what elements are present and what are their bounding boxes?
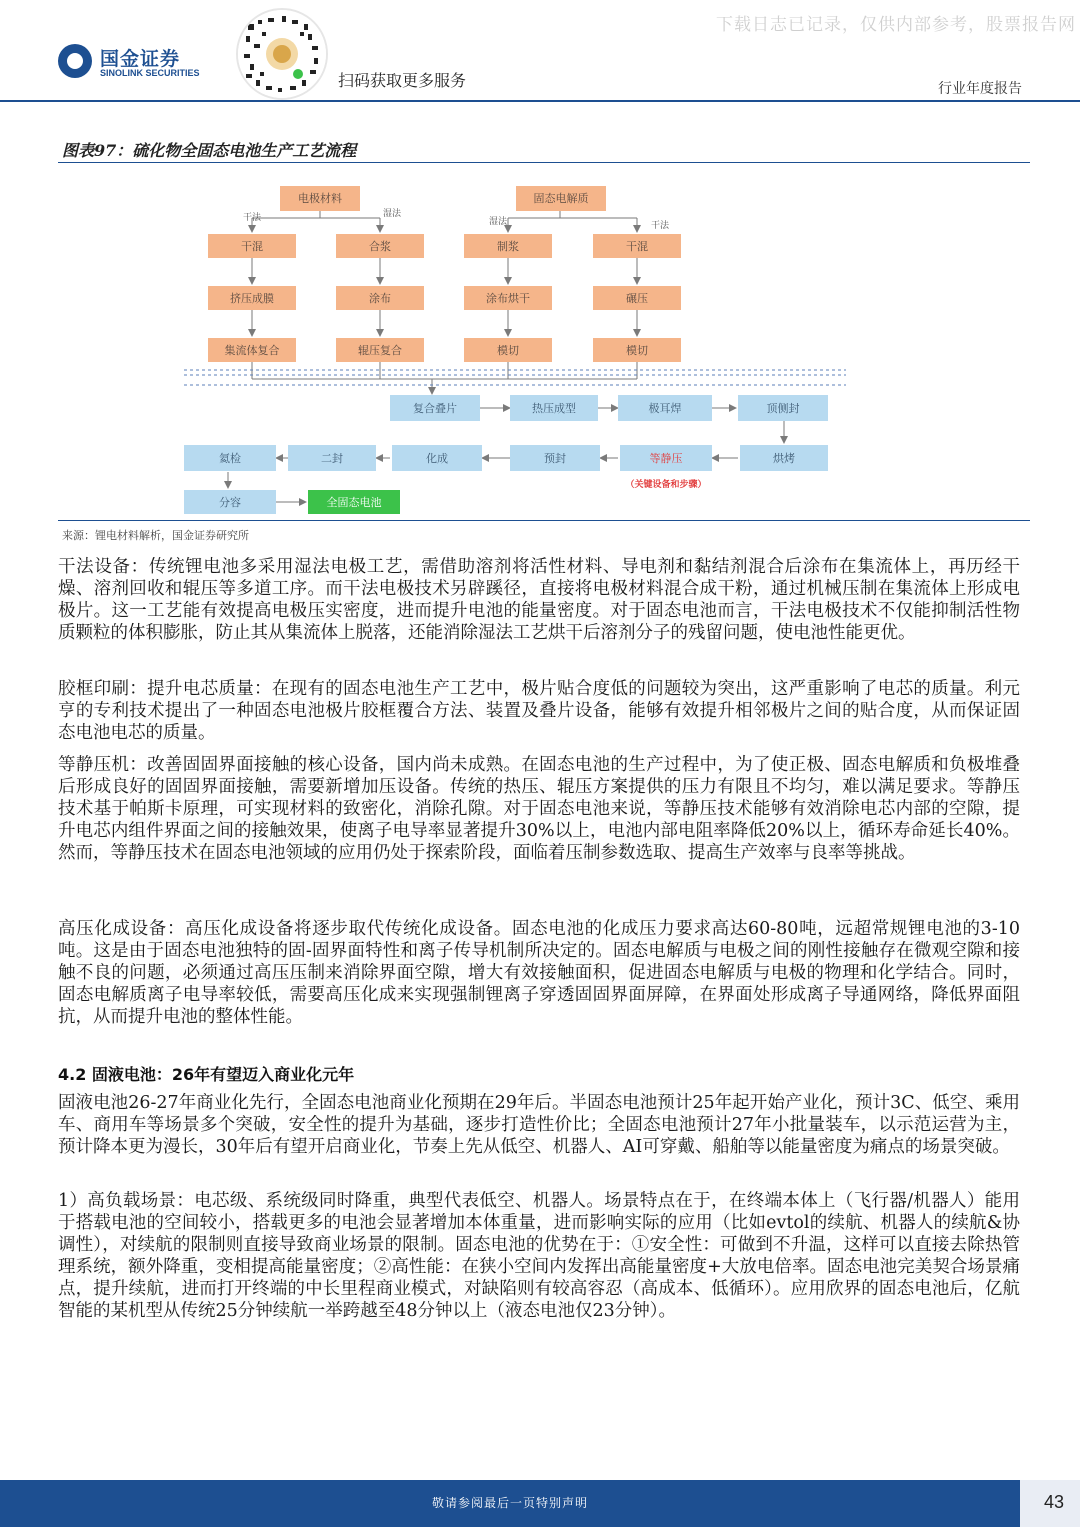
- process-flow-diagram: [170, 176, 860, 516]
- page-footer: [0, 1480, 1080, 1527]
- logo-chinese-name: 国金证券: [100, 48, 181, 70]
- diagram-label-wet-electrode: 湿法: [382, 209, 402, 219]
- paragraph-semi-solid-commercialization: 固液电池26-27年商业化先行，全固态电池商业化预期在29年后。半固态电池预计25年起开始产业化，预计3C、低空、乘用车、商用车等场景多个突破，安全性的提升为基础，逐步打造性价比；全固态电池预计27年小批量装车，以示范运营为主，预计降本更为漫长，30年后有望开启商业化，节奏上先从低空、机器人、AI可穿戴、船舶等以能量密度为痛点的场景突破。: [58, 1093, 1020, 1157]
- text-s-slurry: 制浆: [497, 240, 519, 253]
- text-s-coating-drying: 涂布烘干: [486, 292, 530, 305]
- figure-source: 来源：锂电材料解析，国金证券研究所: [62, 529, 249, 542]
- text-isostatic-press: 等静压: [649, 452, 683, 465]
- section-heading-4-2: 4.2 固液电池：26年有望迈入商业化元年: [58, 1065, 355, 1084]
- logo-english-name: SINOLINK SECURITIES: [100, 68, 200, 78]
- text-baking: 烘烤: [773, 452, 795, 465]
- diagram-label-dry-electrode: 干法: [242, 213, 262, 223]
- figure-top-divider: [58, 162, 1030, 163]
- text-solid-electrolyte: 固态电解质: [533, 192, 589, 205]
- text-s-dry-mix: 干混: [626, 240, 648, 253]
- text-all-solid-state-battery: 全固态电池: [326, 496, 382, 509]
- paragraph-dry-equipment: 干法设备：传统锂电池多采用湿法电极工艺，需借助溶剂将活性材料、导电剂和黏结剂混合后涂布在集流体上，再历经干燥、溶剂回收和辊压等多道工序。而干法电极技术另辟蹊径，直接将电极材料混合成干粉，通过机械压制在集流体上形成电极片。这一工艺能有效提高电极压实密度，进而提升电池的能量密度。对于固态电池而言，干法电极技术不仅能抑制活性物质颗粒的体积膨胀，防止其从集流体上脱落，还能消除湿法工艺烘干后溶剂分子的残留问题，使电池性能更优。: [58, 557, 1020, 643]
- company-logo: [58, 44, 238, 84]
- text-capacity-sort: 分容: [219, 496, 241, 509]
- paragraph-high-pressure-formation: 高压化成设备：高压化成设备将逐步取代传统化成设备。固态电池的化成压力要求高达60-80吨，远超常规锂电池的3-10吨。这是由于固态电池独特的固-固界面特性和离子传导机制所决定的。固态电解质与电极之间的刚性接触存在微观空隙和接触不良的问题，必须通过高压压制来消除界面空隙，增大有效接触面积，促进固态电解质与电极的物理和化学结合。同时，固态电解质离子电导率较低，需要高压化成来实现强制锂离子穿透固固界面屏障，在界面处形成离子导通网络，降低界面阻抗，从而提升电池的整体性能。: [58, 919, 1020, 1027]
- text-e-slurry: 合浆: [369, 240, 391, 253]
- text-electrode-material: 电极材料: [298, 192, 342, 205]
- document-type-label: 行业年度报告: [938, 81, 1022, 97]
- text-top-side-seal: 顶侧封: [766, 402, 800, 415]
- text-second-seal: 二封: [321, 452, 343, 465]
- footer-disclaimer: 敬请参阅最后一页特别声明: [431, 1496, 588, 1510]
- text-key-step-note: （关键设备和步骤）: [625, 480, 707, 490]
- text-e-collector-composite: 集流体复合: [224, 344, 280, 357]
- text-e-extrusion: 挤压成膜: [230, 292, 274, 305]
- figure-bottom-divider: [58, 520, 1030, 521]
- paragraph-frame-printing: 胶框印刷：提升电芯质量：在现有的固态电池生产工艺中，极片贴合度低的问题较为突出，这严重影响了电芯的质量。利元亨的专利技术提出了一种固态电池极片胶框覆合方法、装置及叠片设备，能够有效提升相邻极片之间的贴合度，从而保证固态电池电芯的质量。: [58, 679, 1020, 743]
- text-e-roll-composite: 辊压复合: [358, 344, 402, 357]
- diagram-label-wet-electrolyte: 湿法: [488, 217, 508, 227]
- text-s-rolling: 碾压: [626, 292, 648, 305]
- watermark-text: 下载日志已记录，仅供内部参考，股票报告网: [716, 15, 1076, 35]
- logo-mark-icon: [58, 44, 92, 78]
- paragraph-high-load-scenarios: 1）高负载场景：电芯级、系统级同时降重，典型代表低空、机器人。场景特点在于，在终端本体上（飞行器/机器人）能用于搭载电池的空间较小，搭载更多的电池会显著增加本体重量，进而影响实际的应用（比如evtol的续航、机器人的续航&协调性），对续航的限制则直接导致商业场景的限制。固态电池的优势在于：①安全性：可做到不升温，这样可以直接去除热管理系统，额外降重，变相提高能量密度；②高性能：在狭小空间内发挥出高能量密度+大放电倍率。固态电池完美契合场景痛点，提升续航，进而打开终端的中长里程商业模式，对缺陷则有较高容忍（高成本、低循环）。应用欣界的固态电池后，亿航智能的某机型从传统25分钟续航一举跨越至48分钟以上（液态电池仅23分钟）。: [58, 1191, 1020, 1321]
- text-formation: 化成: [426, 452, 448, 465]
- qr-caption: 扫码获取更多服务: [338, 71, 467, 90]
- diagram-label-dry-electrolyte: 干法: [650, 221, 670, 231]
- text-hot-press: 热压成型: [532, 402, 576, 415]
- text-pre-seal: 预封: [544, 452, 566, 465]
- text-helium-test: 氦检: [219, 452, 241, 465]
- text-s-die-cut: 模切: [497, 344, 519, 357]
- text-e-coating: 涂布: [369, 292, 391, 305]
- header-divider: [0, 100, 1080, 102]
- paragraph-isostatic-press: 等静压机：改善固固界面接触的核心设备，国内尚未成熟。在固态电池的生产过程中，为了使正极、固态电解质和负极堆叠后形成良好的固固界面接触，需要新增加压设备。传统的热压、辊压方案提供的压力有限且不均匀，难以满足要求。等静压技术基于帕斯卡原理，可实现材料的致密化，消除孔隙。对于固态电池来说，等静压技术能够有效消除电芯内部的空隙，提升电芯内组件界面之间的接触效果，使离子电导率显著提升30%以上，电池内部电阻率降低20%以上，循环寿命延长40%。然而，等静压技术在固态电池领域的应用仍处于探索阶段，面临着压制参数选取、提高生产效率与良率等挑战。: [58, 755, 1020, 863]
- figure-title: 图表97：硫化物全固态电池生产工艺流程: [62, 141, 357, 160]
- page-number: 43: [1043, 1492, 1064, 1512]
- qr-code-icon: [236, 8, 328, 100]
- footer-bar: [0, 1480, 1020, 1527]
- text-stacking: 复合叠片: [413, 402, 457, 415]
- text-e-dry-mix: 干混: [241, 240, 263, 253]
- text-s-die-cut-2: 模切: [626, 344, 648, 357]
- text-tab-weld: 极耳焊: [648, 402, 682, 415]
